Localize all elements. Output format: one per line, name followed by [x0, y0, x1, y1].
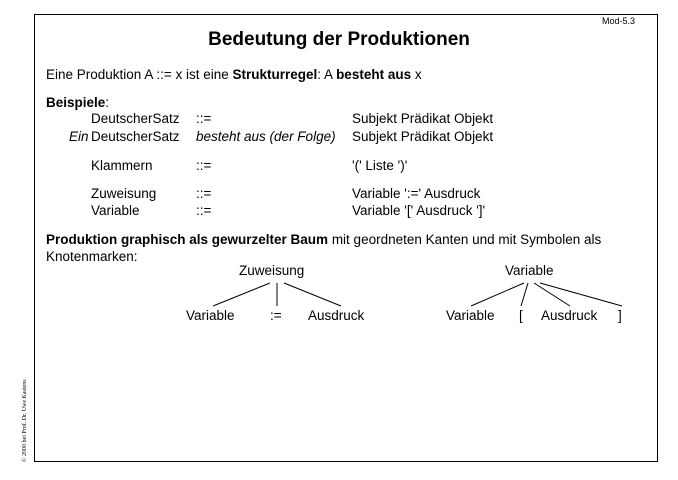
examples-heading-label: Beispiele	[46, 95, 106, 110]
example-row-op: ::=	[196, 111, 212, 126]
example-row-lhs: Variable	[91, 203, 140, 218]
tree2-root: Variable	[505, 263, 554, 278]
tree-section-line2: Knotenmarken:	[46, 249, 138, 264]
intro-middle: : A	[317, 67, 337, 82]
intro-bold-besteht-aus: besteht aus	[336, 67, 412, 82]
page-id: Mod-5.3	[602, 16, 636, 26]
intro-prefix: Eine Produktion A ::= x ist eine	[46, 67, 233, 82]
examples-heading	[46, 95, 109, 110]
example-row-lhs: Klammern	[91, 158, 153, 173]
tree2-child-variable: Variable	[446, 308, 495, 323]
tree1-root: Zuweisung	[239, 263, 305, 278]
page-title: Bedeutung der Produktionen	[208, 29, 470, 50]
example-row-lhs: Zuweisung	[91, 186, 157, 201]
example-row-rhs: Subjekt Prädikat Objekt	[352, 129, 494, 144]
example-row-op: ::=	[196, 203, 212, 218]
intro-bold-strukturregel: Strukturregel	[232, 67, 318, 82]
example-row-rhs: Variable ':=' Ausdruck	[352, 186, 481, 201]
tree-section-bold: Produktion graphisch als gewurzelter Baum	[46, 232, 329, 247]
examples-heading-colon: :	[105, 95, 110, 110]
example-row-rhs: Variable '[' Ausdruck ']'	[352, 203, 486, 218]
tree1-child-assign: :=	[270, 308, 282, 323]
example-row-prefix: Ein	[69, 129, 89, 144]
intro-sentence	[46, 67, 422, 82]
tree2-child-rbracket: ]	[618, 308, 622, 323]
example-row-op: besteht aus (der Folge)	[196, 129, 336, 144]
intro-suffix: x	[411, 67, 422, 82]
example-row-rhs: Subjekt Prädikat Objekt	[352, 111, 494, 126]
tree1-child-variable: Variable	[186, 308, 235, 323]
tree2-child-lbracket: [	[519, 308, 523, 323]
tree2-child-ausdruck: Ausdruck	[541, 308, 598, 323]
example-row-op: ::=	[196, 158, 212, 173]
example-row-lhs: DeutscherSatz	[91, 111, 180, 126]
tree-section-rest: mit geordneten Kanten und mit Symbolen als	[328, 232, 602, 247]
copyright-notice: © 2000 bei Prof. Dr. Uwe Kastens	[22, 379, 28, 462]
tree-section-line1	[46, 232, 601, 247]
example-row-op: ::=	[196, 186, 212, 201]
example-row-lhs: DeutscherSatz	[91, 129, 180, 144]
example-row-rhs: '(' Liste ')'	[352, 158, 408, 173]
tree1-child-ausdruck: Ausdruck	[308, 308, 365, 323]
